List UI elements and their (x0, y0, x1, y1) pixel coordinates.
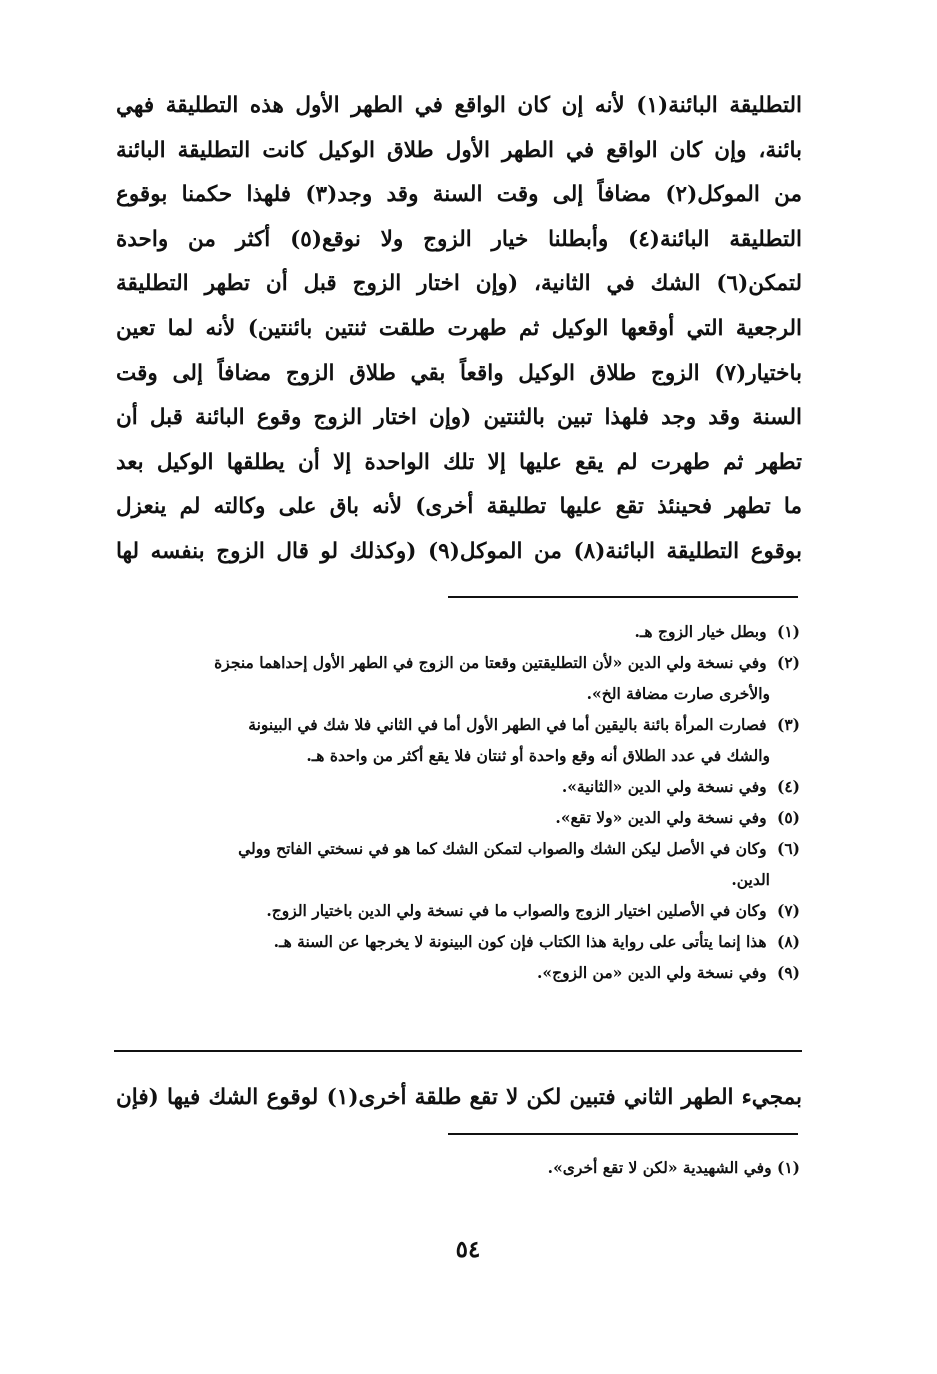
footnote-number: (٦) (776, 839, 800, 858)
footnote-number: (٣) (776, 715, 800, 734)
main-text-block (116, 84, 802, 575)
text-line: باختيار(٧) الزوج طلاق الوكيل واقعاً بقي طلاق الزوج مضافاً إلى وقت (116, 360, 802, 386)
text-line: من الموكل(٢) مضافاً إلى وقت السنة وقد وجد(٣) فلهذا حكمنا بوقوع (116, 182, 802, 208)
footnote-text: وفي نسخة ولي الدين «لأن التطليقتين وقعتا من الزوج في الطهر الأول إحداهما منجزة (214, 653, 767, 672)
text-line: السنة وقد وجد فلهذا تبين بالثنتين (وإن اختار الزوج وقوع البائنة قبل أن (116, 405, 802, 431)
footnote-number: (١) (776, 622, 800, 641)
footnote-text: وفي نسخة ولي الدين «ولا تقع». (555, 808, 767, 827)
footnotes-block (110, 616, 800, 988)
continuation-text: بمجيء الطهر الثاني فتبين لكن لا تقع طلقة أخرى(١) لوقوع الشك فيها (فإن (116, 1085, 803, 1110)
footnote-item (110, 616, 800, 647)
text-line: الرجعية التي أوقعها الوكيل ثم طهرت طلقت ثنتين بائنتين) لأنه لما تعين (116, 315, 802, 341)
footnote-number: (٧) (776, 901, 800, 920)
footnote-number: (٩) (776, 963, 800, 982)
footnote-text: وكان في الأصلين اختيار الزوج والصواب ما في نسخة ولي الدين باختيار الزوج. (266, 901, 767, 920)
text-line: التطليقة البائنة(٤) وأبطلنا خيار الزوج ولا نوقع(٥) أكثر من واحدة (116, 226, 802, 252)
footnote-number: (٤) (776, 777, 800, 796)
text-line: التطليقة البائنة(١) لأنه إن كان الواقع في الطهر الأول هذه التطليقة فهي (116, 93, 802, 118)
text-line: بائنة، وإن كان الواقع في الطهر الأول طلاق الوكيل كانت التطليقة البائنة (116, 137, 802, 163)
text-line: لتمكن(٦) الشك في الثانية، (وإن اختار الزوج قبل أن تطهر التطليقة (116, 271, 802, 297)
footnote-continuation: والأخرى صارت مضافة الخ». (586, 684, 770, 703)
footnote-item (110, 895, 800, 926)
footnote-separator (448, 1133, 798, 1135)
text-line: بوقوع التطليقة البائنة(٨) من الموكل(٩) (وكذلك لو قال الزوج بنفسه لها (116, 538, 802, 564)
second-footnote (110, 1154, 800, 1182)
footnote-text: وكان في الأصل ليكن الشك والصواب لتمكن الشك كما هو في نسختي الفاتح وولي (238, 839, 767, 858)
footnote-text: وفي الشهيدية «لكن لا تقع أخرى». (547, 1158, 772, 1177)
footnote-continuation: والشك في عدد الطلاق أنه وقع واحدة أو ثنتان فلا يقع أكثر من واحدة هـ. (306, 746, 770, 765)
footnote-continuation: الدين. (731, 870, 770, 889)
footnote-text: وبطل خيار الزوج هـ. (634, 622, 767, 641)
footnote-number: (١) (776, 1158, 800, 1177)
footnote-item (110, 926, 800, 957)
page-number: ٥٤ (455, 1236, 481, 1263)
footnote-number: (٨) (776, 932, 800, 951)
footnote-text: هذا إنما يتأتى على رواية هذا الكتاب فإن كون البينونة لا يخرجها عن السنة هـ. (273, 932, 767, 951)
footnote-text: وفي نسخة ولي الدين «من الزوج». (536, 963, 767, 982)
footnote-text: وفي نسخة ولي الدين «الثانية». (561, 777, 767, 796)
footnote-item (110, 957, 800, 988)
footnote-item (110, 709, 800, 771)
footnote-number: (٢) (776, 653, 800, 672)
text-line: تطهر ثم طهرت لم يقع عليها إلا تلك الواحدة إلا أن يطلقها الوكيل بعد (116, 449, 802, 475)
footnote-item (110, 647, 800, 709)
footnote-item (110, 771, 800, 802)
footnote-item (110, 833, 800, 895)
footnote-item (110, 802, 800, 833)
footnote-text: فصارت المرأة بائنة باليقين أما في الطهر الأول أما في الثاني فلا شك في البينونة (248, 715, 767, 734)
footnote-separator (448, 596, 798, 598)
section-divider (114, 1050, 802, 1052)
footnote-number: (٥) (776, 808, 800, 827)
text-line: ما تطهر فحينئذ تقع عليها تطليقة أخرى) لأنه باق على وكالته لم ينعزل (116, 494, 802, 520)
